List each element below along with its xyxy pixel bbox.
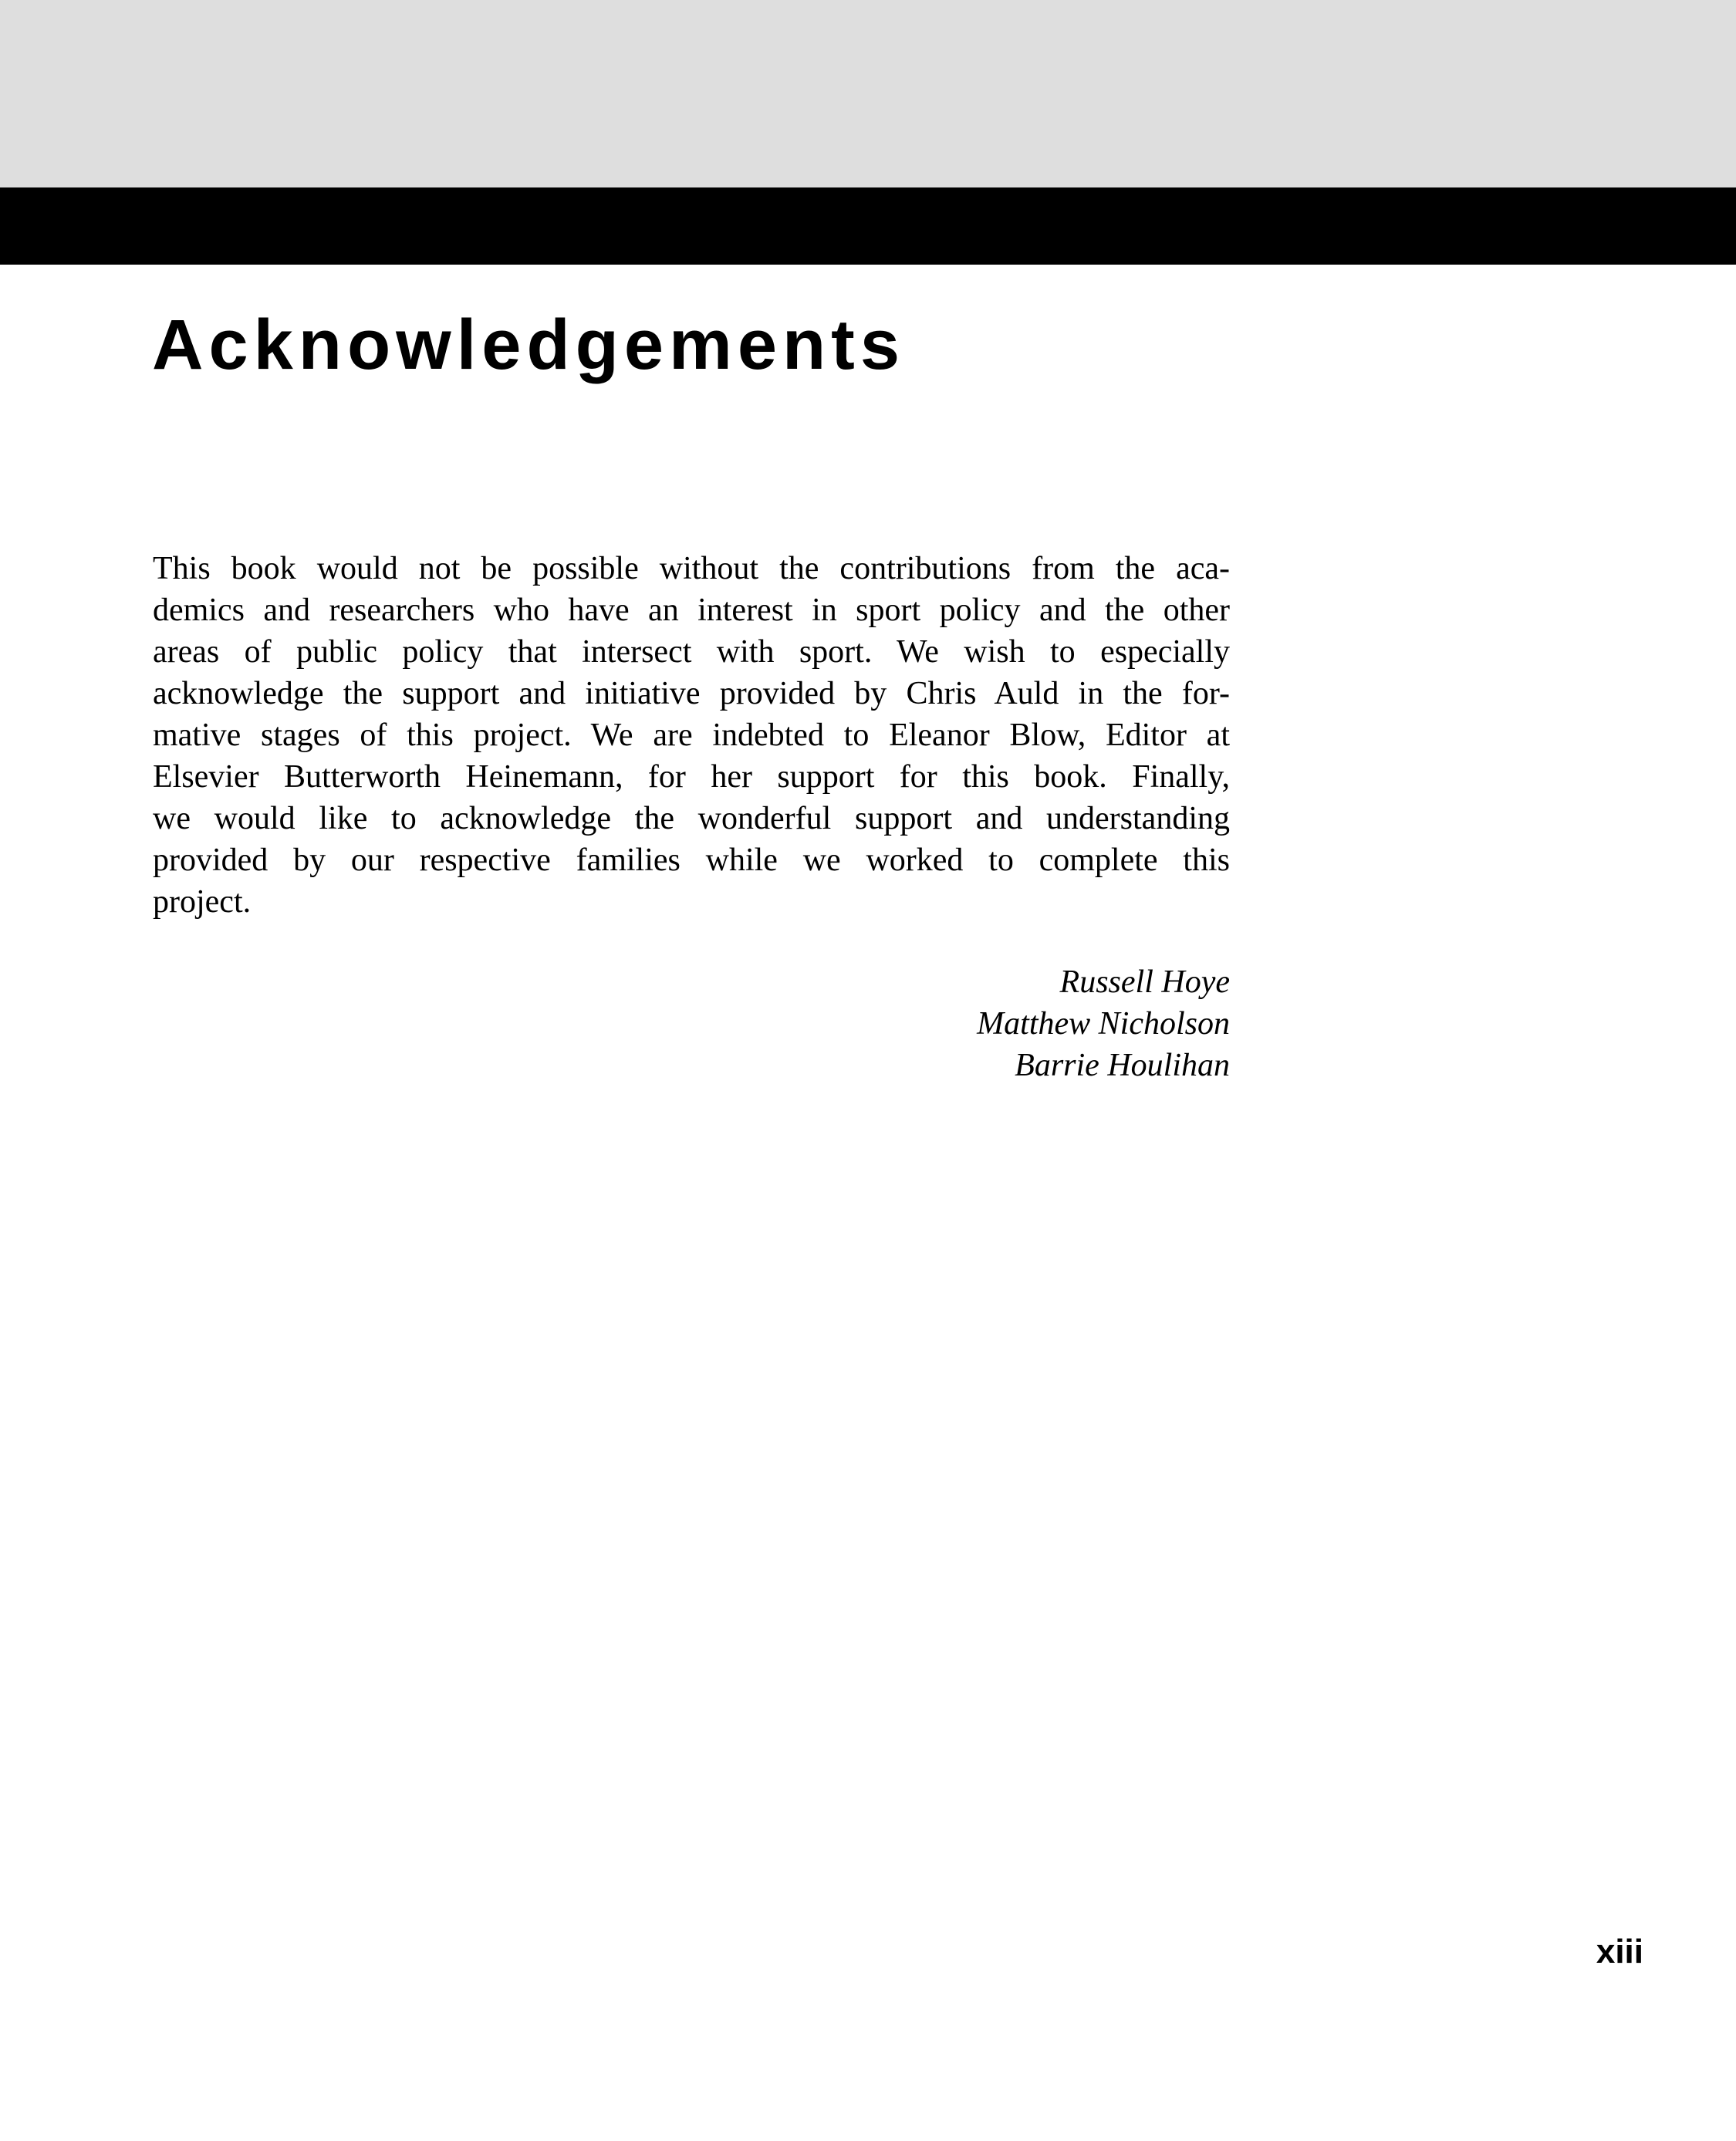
body-paragraph <box>153 548 1230 923</box>
header-black-bar <box>0 187 1736 265</box>
body-line: This book would not be possible without the contributions from the aca- <box>153 551 1230 586</box>
body-line: provided by our respective families while we worked to complete this <box>153 843 1230 878</box>
body-line: mative stages of this project. We are indebted to Eleanor Blow, Editor at <box>153 718 1230 753</box>
author-name: Matthew Nicholson <box>977 1006 1230 1042</box>
body-line: we would like to acknowledge the wonderful support and understanding <box>153 801 1230 836</box>
body-line: areas of public policy that intersect with sport. We wish to especially <box>153 634 1230 670</box>
body-line: demics and researchers who have an interest in sport policy and the other <box>153 593 1230 628</box>
author-signatures <box>694 961 1230 1086</box>
body-line: project. <box>153 884 252 920</box>
body-line: Elsevier Butterworth Heinemann, for her support for this book. Finally, <box>153 759 1230 795</box>
author-name: Russell Hoye <box>1059 964 1230 1000</box>
header-gray-band <box>0 0 1736 187</box>
page-title: Acknowledgements <box>152 306 905 384</box>
page-number: xiii <box>1596 1933 1643 1970</box>
body-line: acknowledge the support and initiative provided by Chris Auld in the for- <box>153 676 1230 711</box>
author-name: Barrie Houlihan <box>1015 1048 1230 1083</box>
